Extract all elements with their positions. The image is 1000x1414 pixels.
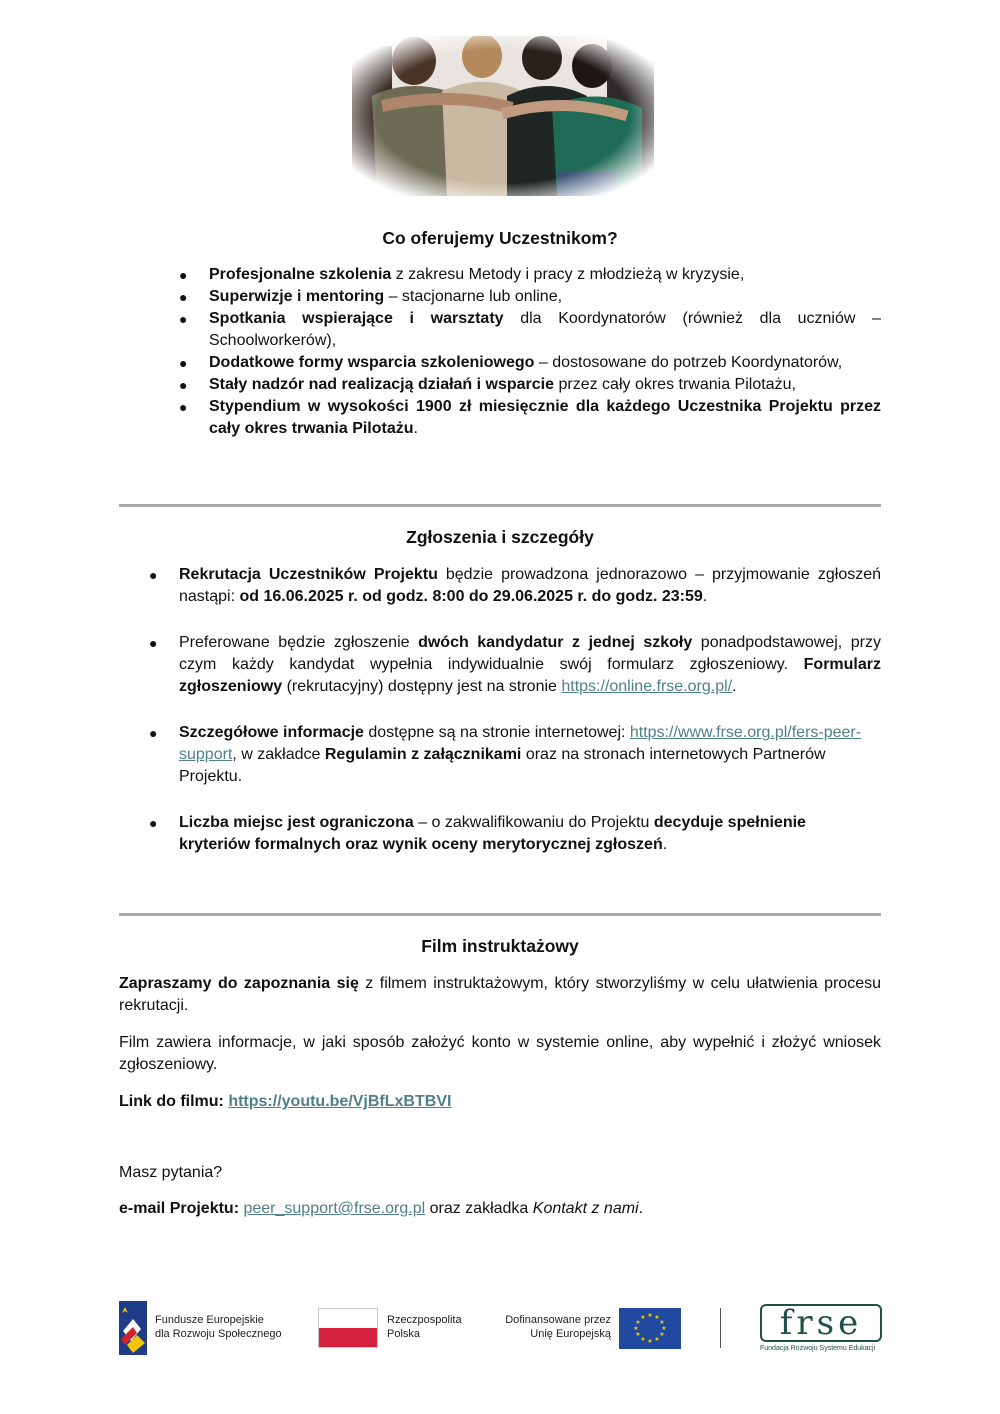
- contact-question: Masz pytania?: [119, 1164, 223, 1181]
- item-text: , w zakładce: [232, 746, 325, 763]
- svg-text:★: ★: [635, 1319, 641, 1326]
- frse-subtitle: Fundacja Rozwoju Systemu Edukacji: [760, 1345, 876, 1352]
- item-text: .: [702, 588, 708, 605]
- film-link-line: [119, 1091, 881, 1113]
- item-text: .: [662, 836, 668, 853]
- svg-text:★: ★: [640, 1314, 646, 1321]
- item-text: oraz na stronach internetowych Partnerów Projektu.: [179, 746, 826, 785]
- item-text: .: [413, 420, 418, 437]
- fe-logo-icon: [119, 1301, 147, 1355]
- divider: [119, 504, 881, 507]
- item-text: – o zakwalifikowaniu do Projektu: [413, 814, 654, 831]
- fe-logo-text: [155, 1313, 282, 1341]
- svg-text:★: ★: [647, 1312, 653, 1319]
- item-text: z zakresu Metody i pracy z młodzieżą w kryzysie,: [391, 266, 745, 283]
- item-bold: Formularz zgłoszeniowy: [179, 656, 881, 695]
- list-item: ● Rekrutacja Uczestników Projektu będzie prowadzona jednorazowo – przyjmowanie zgłoszeń nastąpi: od 16.06.2025 r. od godz. 8:00 do 29.06.2025 r. do godz. 23:59.: [149, 566, 882, 605]
- contact-tab-name: Kontakt z nami: [532, 1200, 639, 1217]
- fe-line1: Fundusze Europejskie: [155, 1314, 264, 1326]
- list-item: ● Stały nadzór nad realizacją działań i wsparcie przez cały okres trwania Pilotażu,: [179, 376, 796, 393]
- item-text: .: [732, 678, 737, 695]
- frse-logo: [760, 1304, 882, 1352]
- list-item: ● Stypendium w wysokości 1900 zł miesięcznie dla każdego Uczestnika Projektu przez cały okres trwania Pilotażu.: [179, 398, 881, 437]
- svg-text:★: ★: [654, 1336, 660, 1343]
- item-bold: decyduje spełnienie kryteriów formalnych oraz wynik oceny merytorycznej zgłoszeń: [179, 814, 806, 853]
- item-bold: od 16.06.2025 r. od godz. 8:00 do 29.06.2025 r. do godz. 23:59: [239, 588, 703, 605]
- item-bold: Stypendium w wysokości 1900 zł miesięcznie dla każdego Uczestnika Projektu przez cały okres trwania Pilotażu: [209, 398, 881, 437]
- film-link-label: Link do filmu:: [119, 1093, 229, 1110]
- applications-title: Zgłoszenia i szczegóły: [406, 527, 594, 547]
- online-frse-link[interactable]: https://online.frse.org.pl/: [561, 678, 733, 695]
- intro-bold: Zapraszamy do zapoznania się: [119, 975, 359, 992]
- email-link[interactable]: peer_support@frse.org.pl: [243, 1200, 426, 1217]
- item-text: będzie prowadzona jednorazowo – przyjmowanie zgłoszeń nastąpi:: [179, 566, 882, 605]
- item-bold: Superwizje i mentoring: [209, 288, 385, 305]
- item-bold: Stały nadzór nad realizacją działań i wsparcie: [209, 376, 555, 393]
- svg-text:★: ★: [659, 1319, 665, 1326]
- eu-logo-text: [491, 1313, 611, 1341]
- ue-line2: Unię Europejską: [530, 1328, 611, 1340]
- svg-text:★: ★: [640, 1336, 646, 1343]
- ue-line1: Dofinansowane przez: [505, 1314, 611, 1326]
- item-text: dla Koordynatorów (również dla uczniów – Schoolworkerów),: [209, 310, 882, 349]
- svg-text:★: ★: [654, 1314, 660, 1321]
- item-bold: Liczba miejsc jest ograniczona: [179, 814, 414, 831]
- contact-text: oraz zakładka: [425, 1200, 533, 1217]
- frse-wordmark: frse: [760, 1304, 882, 1342]
- footer-logos: [119, 1298, 881, 1358]
- applications-list: [149, 564, 882, 856]
- fers-peer-support-link[interactable]: https://www.frse.org.pl/fers-peer-support: [179, 724, 862, 763]
- list-item: ● Szczegółowe informacje dostępne są na stronie internetowej: https://www.frse.org.pl/fers-peer-support, w zakładce Regulamin z załącznikami oraz na stronach internetowych Partnerów Projektu.: [149, 724, 862, 785]
- svg-text:★: ★: [661, 1325, 667, 1332]
- hero-photo: [352, 36, 654, 196]
- email-label: e-mail Projektu:: [119, 1200, 244, 1217]
- eu-flag-icon: [619, 1308, 681, 1349]
- svg-text:★: ★: [647, 1338, 653, 1345]
- item-text: Preferowane będzie zgłoszenie: [179, 634, 419, 651]
- item-bold: Profesjonalne szkolenia: [209, 266, 392, 283]
- film-title: Film instruktażowy: [421, 936, 579, 956]
- intro-text: z filmem instruktażowym, który stworzyliśmy w celu ułatwienia procesu rekrutacji.: [119, 975, 881, 1014]
- footer-divider: [720, 1308, 721, 1348]
- list-item: ● Preferowane będzie zgłoszenie dwóch kandydatur z jednej szkoły ponadpodstawowej, przy czym każdy kandydat wypełnia indywidualnie swój formularz zgłoszeniowy. Formularz zgłoszeniowy (rekrutacyjny) dostępny jest na stronie https://online.frse.org.pl/.: [149, 634, 881, 695]
- contact-text: .: [638, 1200, 644, 1217]
- item-bold: dwóch kandydatur z jednej szkoły: [418, 634, 693, 651]
- item-text: przez cały okres trwania Pilotażu,: [554, 376, 796, 393]
- rp-line2: Polska: [387, 1328, 421, 1340]
- divider: [119, 913, 881, 916]
- youtube-link[interactable]: https://youtu.be/VjBfLxBTBVI: [228, 1093, 452, 1110]
- rp-line1: Rzeczpospolita: [387, 1314, 462, 1326]
- list-item: ● Dodatkowe formy wsparcia szkoleniowego – dostosowane do potrzeb Koordynatorów,: [179, 354, 843, 371]
- item-text: – stacjonarne lub online,: [384, 288, 563, 305]
- list-item: ● Spotkania wspierające i warsztaty dla Koordynatorów (również dla uczniów – Schoolworkerów),: [179, 310, 882, 349]
- offer-list: [179, 264, 882, 440]
- item-bold: Dodatkowe formy wsparcia szkoleniowego: [209, 354, 535, 371]
- svg-text:★: ★: [659, 1331, 665, 1338]
- offer-title: Co oferujemy Uczestnikom?: [382, 228, 618, 248]
- contact-line: [119, 1198, 881, 1220]
- item-text: dostępne są na stronie internetowej:: [363, 724, 630, 741]
- item-text: (rekrutacyjny) dostępny jest na stronie: [282, 678, 562, 695]
- item-bold: Spotkania wspierające i warsztaty: [209, 310, 504, 327]
- item-bold: Rekrutacja Uczestników Projektu: [179, 566, 438, 583]
- list-item: ● Profesjonalne szkolenia z zakresu Metody i pracy z młodzieżą w kryzysie,: [179, 266, 745, 283]
- item-bold: Szczegółowe informacje: [179, 724, 364, 741]
- polish-flag-icon: [318, 1308, 378, 1348]
- list-item: ● Liczba miejsc jest ograniczona – o zakwalifikowaniu do Projektu decyduje spełnienie kryteriów formalnych oraz wynik oceny merytorycznej zgłoszeń.: [149, 814, 806, 853]
- list-item: ● Superwizje i mentoring – stacjonarne lub online,: [179, 288, 563, 305]
- fe-line2: dla Rozwoju Społecznego: [155, 1328, 282, 1340]
- film-intro: [119, 973, 881, 1017]
- item-text: – dostosowane do potrzeb Koordynatorów,: [534, 354, 843, 371]
- film-description: Film zawiera informacje, w jaki sposób założyć konto w systemie online, aby wypełnić i złożyć wniosek zgłoszeniowy.: [119, 1034, 881, 1073]
- item-text: ponadpodstawowej, przy czym każdy kandydat wypełnia indywidualnie swój formularz zgłoszeniowy.: [179, 634, 881, 673]
- svg-text:★: ★: [633, 1325, 639, 1332]
- rp-logo-text: [387, 1313, 462, 1341]
- item-bold: Regulamin z załącznikami: [324, 746, 522, 763]
- svg-text:★: ★: [635, 1331, 641, 1338]
